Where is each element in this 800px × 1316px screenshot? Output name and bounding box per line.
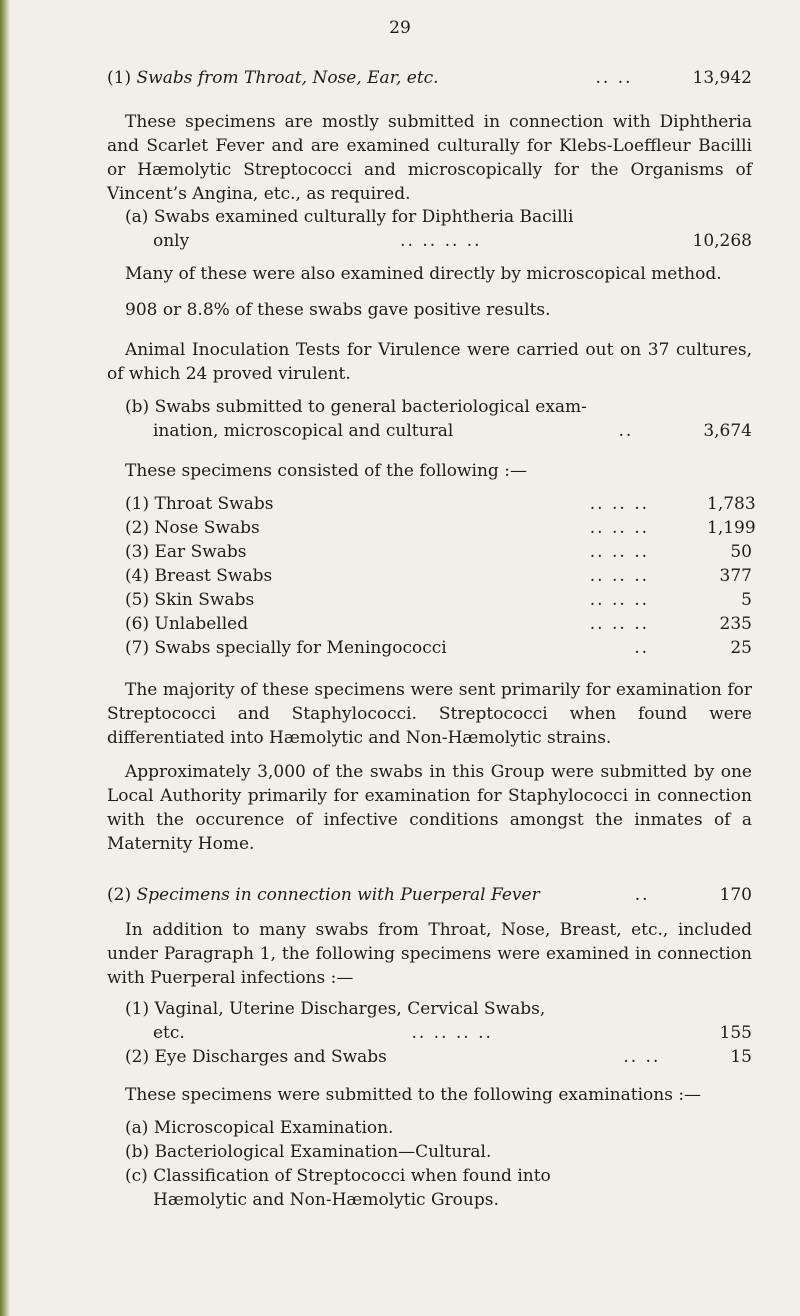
list-item: (7) Swabs specially for Meningococci .. 25 <box>125 638 752 658</box>
exam-text: Bacteriological Examination—Cultural. <box>154 1142 492 1162</box>
item-name: Breast Swabs <box>154 566 273 586</box>
section-1-heading <box>107 66 752 90</box>
leader-dots: .. .. <box>623 1047 661 1067</box>
subsection-a-title: Swabs examined culturally for Diphtheria Bacilli <box>153 207 574 227</box>
section-2-heading <box>107 883 752 907</box>
list-item: (b) Bacteriological Examination—Cultural. <box>125 1142 492 1162</box>
subsection-a-positive: 908 or 8.8% of these swabs gave positive results. <box>125 300 551 320</box>
subsection-a-label: (a) <box>125 207 149 227</box>
subsection-b-heading-line1 <box>125 395 752 419</box>
leader-dots: .. .. .. <box>589 566 649 586</box>
subsection-b-heading-line2 <box>153 419 752 443</box>
list-item: (2) Nose Swabs .. .. .. 1,199 <box>125 518 756 538</box>
subsection-b-total: 3,674 <box>703 421 752 441</box>
list-item: (1) Vaginal, Uterine Discharges, Cervical Swabs, <box>125 999 546 1019</box>
list-item: (a) Microscopical Examination. <box>125 1118 394 1138</box>
list-item: (c) Classification of Streptococci when found into <box>125 1166 551 1186</box>
section-1-title: Swabs from Throat, Nose, Ear, etc. <box>136 68 439 88</box>
item-value: 50 <box>730 542 752 562</box>
item-value: 25 <box>730 638 752 658</box>
subsection-b-consisted: These specimens consisted of the following :— <box>125 461 527 481</box>
subsection-a-title-cont: only <box>153 231 190 251</box>
leader-dots: .. <box>618 421 634 441</box>
subsection-b-label: (b) <box>125 397 150 417</box>
item-name: Nose Swabs <box>154 518 260 538</box>
subsection-a-note: Many of these were also examined directly by microscopical method. <box>125 264 722 284</box>
list-item: (2) Eye Discharges and Swabs .. .. 15 <box>125 1047 752 1067</box>
item-value: 15 <box>730 1047 752 1067</box>
item-name: Throat Swabs <box>154 494 274 514</box>
section-1-total: 13,942 <box>692 68 752 88</box>
item-value: 1,199 <box>707 518 756 538</box>
subsection-b-title: Swabs submitted to general bacteriological exam- <box>154 397 587 417</box>
list-item-cont <box>153 1021 752 1045</box>
section-1-intro: These specimens are mostly submitted in connection with Diphtheria and Scarlet Fever and are examined culturally for Klebs-Loeffleur Bacilli or Hæmolytic Streptococci and microscopically for the Organisms of Vincent’s Angina, etc., as required. <box>107 112 752 204</box>
item-value: 377 <box>719 566 752 586</box>
section-2-intro: In addition to many swabs from Throat, Nose, Breast, etc., included under Paragraph 1, the following specimens were examined in connection with Puerperal infections :— <box>107 920 752 988</box>
section-2-exams-intro: These specimens were submitted to the following examinations :— <box>125 1085 702 1105</box>
leader-dots: .. .. .. .. <box>400 231 482 251</box>
list-item-cont <box>153 1188 752 1212</box>
item-name: Unlabelled <box>154 614 249 634</box>
exam-text-cont: Hæmolytic and Non-Hæmolytic Groups. <box>153 1190 499 1210</box>
section-2-title: Specimens in connection with Puerperal Fever <box>136 885 540 905</box>
item-value: 155 <box>719 1023 752 1043</box>
subsection-a-total: 10,268 <box>692 231 752 251</box>
subsection-b-title-cont: ination, microscopical and cultural <box>153 421 454 441</box>
leader-dots: .. .. .. <box>589 590 649 610</box>
leader-dots: .. <box>634 885 650 905</box>
exam-text: Microscopical Examination. <box>153 1118 394 1138</box>
section-2-total: 170 <box>719 885 752 905</box>
section-1-number: (1) <box>107 68 132 88</box>
section-2-number: (2) <box>107 885 132 905</box>
exam-text: Classification of Streptococci when found into <box>153 1166 551 1186</box>
list-item: (4) Breast Swabs .. .. .. 377 <box>125 566 752 586</box>
section-1-approximately: Approximately 3,000 of the swabs in this Group were submitted by one Local Authority primarily for examination for Staphylococci in connection with the occurence of infective conditions amongst the inmates of a Maternity Home. <box>107 762 752 854</box>
item-value: 5 <box>741 590 752 610</box>
item-name: Ear Swabs <box>154 542 247 562</box>
leader-dots: .. .. .. .. <box>411 1023 493 1043</box>
list-item: (3) Ear Swabs .. .. .. 50 <box>125 542 752 562</box>
item-name-cont: etc. <box>153 1023 185 1043</box>
leader-dots: .. <box>634 638 649 658</box>
leader-dots: .. .. .. <box>589 494 649 514</box>
list-item: (5) Skin Swabs .. .. .. 5 <box>125 590 752 610</box>
list-item: (1) Throat Swabs .. .. .. 1,783 <box>125 494 756 514</box>
subsection-a-inoculation: Animal Inoculation Tests for Virulence were carried out on 37 cultures, of which 24 proved virulent. <box>107 340 752 384</box>
leader-dots: .. .. <box>595 68 633 88</box>
item-name: Skin Swabs <box>154 590 255 610</box>
item-value: 235 <box>719 614 752 634</box>
leader-dots: .. .. .. <box>589 542 649 562</box>
leader-dots: .. .. .. <box>589 518 649 538</box>
subsection-a-heading-line2 <box>153 229 752 253</box>
list-item: (6) Unlabelled .. .. .. 235 <box>125 614 752 634</box>
item-name: Vaginal, Uterine Discharges, Cervical Swabs, <box>154 999 546 1019</box>
item-name: Eye Discharges and Swabs <box>154 1047 387 1067</box>
page-number: 29 <box>389 18 411 38</box>
subsection-a-heading-line1 <box>125 205 752 229</box>
leader-dots: .. .. .. <box>589 614 649 634</box>
item-name: Swabs specially for Meningococci <box>154 638 447 658</box>
item-value: 1,783 <box>707 494 756 514</box>
section-1-majority: The majority of these specimens were sent primarily for examination for Streptococci and Staphylococci. Streptococci when found were differentiated into Hæmolytic and Non-Hæmolytic strains. <box>107 680 752 748</box>
